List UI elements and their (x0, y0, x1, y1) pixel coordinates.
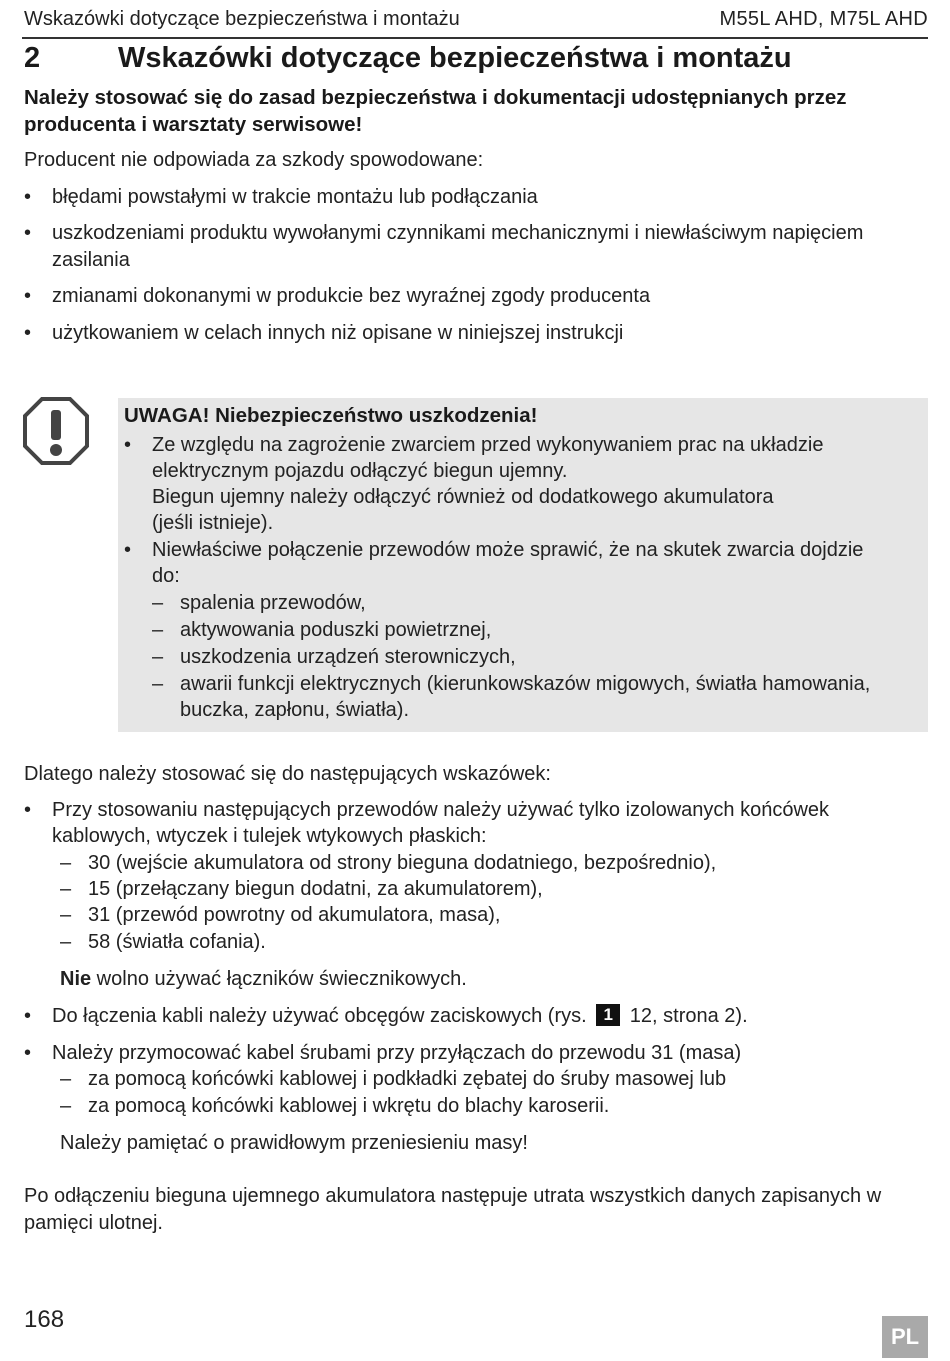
rule3-dash: – (60, 1068, 72, 1090)
warning-dash: – (152, 592, 164, 614)
list-item-text: zmianami dokonanymi w produkcie bez wyraźnej zgody producenta (52, 285, 651, 307)
warning-text: elektrycznym pojazdu odłączyć biegun ujemny. (152, 460, 568, 482)
rule1-subitem: 31 (przewód powrotny od akumulatora, masa), (88, 904, 501, 926)
warning-text: Ze względu na zagrożenie zwarciem przed wykonywaniem prac na układzie (152, 434, 824, 456)
rule1-text: Przy stosowaniu następujących przewodów należy używać tylko izolowanych końcówek (52, 799, 830, 821)
list-item-text: uszkodzeniami produktu wywołanymi czynnikami mechanicznymi i niewłaściwym napięciem zasilania (52, 222, 864, 271)
warning-subitem: spalenia przewodów, (180, 592, 366, 614)
rule2-text-before: Do łączenia kabli należy używać obcęgów zaciskowych (rys. (52, 1005, 587, 1027)
warning-subitem: aktywowania poduszki powietrznej, (180, 619, 492, 641)
warning-text: Biegun ujemny należy odłączyć również od dodatkowego akumulatora (152, 486, 774, 508)
list-item: • uszkodzeniami produktu wywołanymi czynnikami mechanicznymi i niewłaściwym napięciem zasilania (24, 220, 914, 273)
exclamation-octagon-icon (22, 396, 90, 466)
warning-text: do: (152, 565, 180, 587)
warning-bullet: • (124, 434, 132, 456)
section-number: 2 (24, 42, 41, 74)
intro-bold-paragraph: Należy stosować się do zasad bezpieczeństwa i dokumentacji udostępnianych przez producenta i warsztaty serwisowe! (24, 86, 847, 136)
rule1-subitem: 15 (przełączany biegun dodatni, za akumulatorem), (88, 878, 543, 900)
warning-bullet: • (124, 539, 132, 561)
warning-subitem-cont: buczka, zapłonu, światła). (180, 699, 410, 721)
rule3-dash: – (60, 1095, 72, 1117)
rule1-subitem: 30 (wejście akumulatora od strony bieguna dodatniego, bezpośrednio), (88, 852, 717, 874)
warning-dash: – (152, 646, 164, 668)
rule1-note-text: wolno używać łączników świecznikowych. (91, 968, 467, 990)
list-item-text: użytkowaniem w celach innych niż opisane w niniejszej instrukcji (52, 322, 624, 344)
rule3-subitem: za pomocą końcówki kablowej i podkładki zębatej do śruby masowej lub (88, 1068, 727, 1090)
rule1-note-bold: Nie (60, 968, 92, 990)
rule2-text (52, 1003, 748, 1030)
rule2-text-after: 12, strona 2). (629, 1005, 748, 1027)
language-tab: PL (882, 1316, 928, 1358)
rule1-dash: – (60, 852, 72, 874)
rule-bullet: • (24, 1005, 32, 1027)
running-header-model: M55L AHD, M75L AHD (719, 8, 928, 30)
warning-dash: – (152, 673, 164, 695)
rule3-subitem: za pomocą końcówki kablowej i wkrętu do blachy karoserii. (88, 1095, 610, 1117)
rule3-text: Należy przymocować kabel śrubami przy przyłączach do przewodu 31 (masa) (52, 1042, 742, 1064)
running-header-title: Wskazówki dotyczące bezpieczeństwa i montażu (24, 8, 460, 30)
figure-reference-badge: 1 (596, 1004, 620, 1026)
rule1-subitem: 58 (światła cofania). (88, 931, 266, 953)
rule1-text: kablowych, wtyczek i tulejek wtykowych płaskich: (52, 825, 487, 847)
list-item: • zmianami dokonanymi w produkcie bez wyraźnej zgody producenta (24, 283, 924, 310)
warning-subitem: awarii funkcji elektrycznych (kierunkowskazów migowych, światła hamowania, (180, 673, 871, 695)
section-title: Wskazówki dotyczące bezpieczeństwa i montażu (118, 42, 792, 74)
liability-intro: Producent nie odpowiada za szkody spowodowane: (24, 149, 484, 171)
warning-text: Niewłaściwe połączenie przewodów może sprawić, że na skutek zwarcia dojdzie (152, 539, 864, 561)
closing-paragraph: Po odłączeniu bieguna ujemnego akumulatora następuje utrata wszystkich danych zapisanych w pamięci ulotnej. (24, 1185, 882, 1234)
warning-subitem: uszkodzenia urządzeń sterowniczych, (180, 646, 516, 668)
header-divider (22, 37, 928, 39)
warning-dash: – (152, 619, 164, 641)
rules-intro: Dlatego należy stosować się do następujących wskazówek: (24, 763, 551, 785)
rule1-dash: – (60, 931, 72, 953)
list-item: • użytkowaniem w celach innych niż opisane w niniejszej instrukcji (24, 320, 924, 347)
warning-title: UWAGA! Niebezpieczeństwo uszkodzenia! (124, 404, 538, 427)
rule3-note: Należy pamiętać o prawidłowym przeniesieniu masy! (60, 1132, 528, 1154)
warning-text: (jeśli istnieje). (152, 512, 274, 534)
page-number: 168 (24, 1306, 65, 1333)
list-item-text: błędami powstałymi w trakcie montażu lub podłączania (52, 186, 538, 208)
rule-bullet: • (24, 799, 32, 821)
rule-bullet: • (24, 1042, 32, 1064)
rule1-dash: – (60, 904, 72, 926)
list-item: • błędami powstałymi w trakcie montażu lub podłączania (24, 184, 924, 211)
rule1-dash: – (60, 878, 72, 900)
rule1-note (60, 966, 467, 993)
